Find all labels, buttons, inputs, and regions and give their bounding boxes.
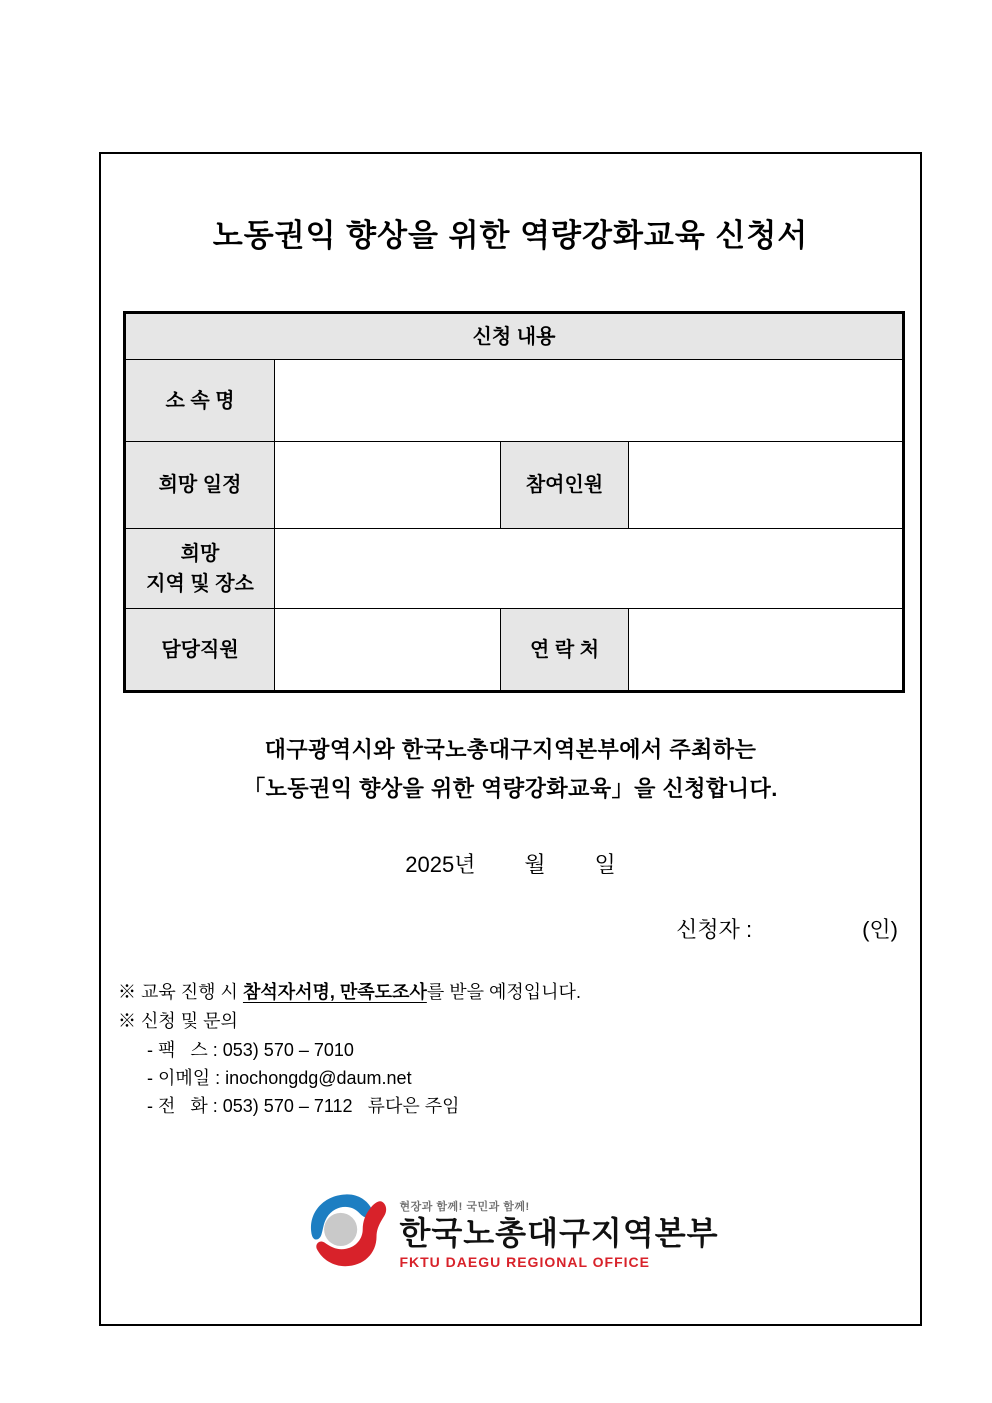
contact-input-cell[interactable]	[629, 609, 904, 692]
note-survey-emphasis: 참석자서명, 만족도조사	[242, 982, 427, 1002]
fktu-logo-text	[399, 1198, 718, 1270]
contact-fax: - 팩 스 : 053) 570 – 7010	[147, 1040, 354, 1060]
fktu-org-name-en: FKTU DAEGU REGIONAL OFFICE	[399, 1254, 650, 1271]
contact-email: - 이메일 : inochongdg@daum.net	[147, 1068, 412, 1088]
location-label-line2: 지역 및 장소	[146, 572, 254, 595]
note-survey-prefix: ※ 교육 진행 시	[118, 982, 243, 1002]
schedule-label: 희망 일정	[125, 442, 275, 529]
schedule-input-cell[interactable]	[275, 442, 501, 529]
location-label-line1: 희망	[180, 542, 220, 565]
fktu-slogan: 현장과 함께! 국민과 함께!	[399, 1200, 530, 1213]
fktu-org-name: 한국노총대구지역본부	[399, 1214, 719, 1251]
contact-label: 연 락 처	[501, 609, 629, 692]
statement-line1: 대구광역시와 한국노총대구지역본부에서 주최하는	[264, 737, 757, 762]
location-label	[125, 529, 275, 609]
application-table	[123, 311, 905, 693]
page-border-frame	[99, 152, 922, 1326]
location-input-cell[interactable]	[275, 529, 904, 609]
application-statement	[101, 730, 920, 808]
affiliation-input-cell[interactable]	[275, 360, 904, 442]
fktu-logo	[101, 1188, 920, 1280]
form-title: 노동권익 향상을 위한 역량강화교육 신청서	[212, 218, 809, 253]
table-header-cell: 신청 내용	[125, 313, 904, 360]
notes-section	[118, 978, 581, 1120]
date-line: 2025년 월 일	[405, 852, 616, 877]
note-survey	[118, 978, 581, 1007]
applicant-signature-line: 신청자 : (인)	[676, 917, 898, 942]
participants-label: 참여인원	[501, 442, 629, 529]
note-survey-suffix: 를 받을 예정입니다.	[426, 982, 581, 1002]
participants-input-cell[interactable]	[629, 442, 904, 529]
affiliation-label: 소 속 명	[125, 360, 275, 442]
note-inquiry: ※ 신청 및 문의	[118, 1011, 238, 1031]
contact-phone: - 전 화 : 053) 570 – 7112 류다은 주임	[147, 1096, 460, 1116]
staff-input-cell[interactable]	[275, 609, 501, 692]
statement-line2: 「노동권익 향상을 위한 역량강화교육」을 신청합니다.	[243, 776, 778, 801]
fktu-logo-symbol-icon	[302, 1188, 394, 1280]
staff-label: 담당직원	[125, 609, 275, 692]
